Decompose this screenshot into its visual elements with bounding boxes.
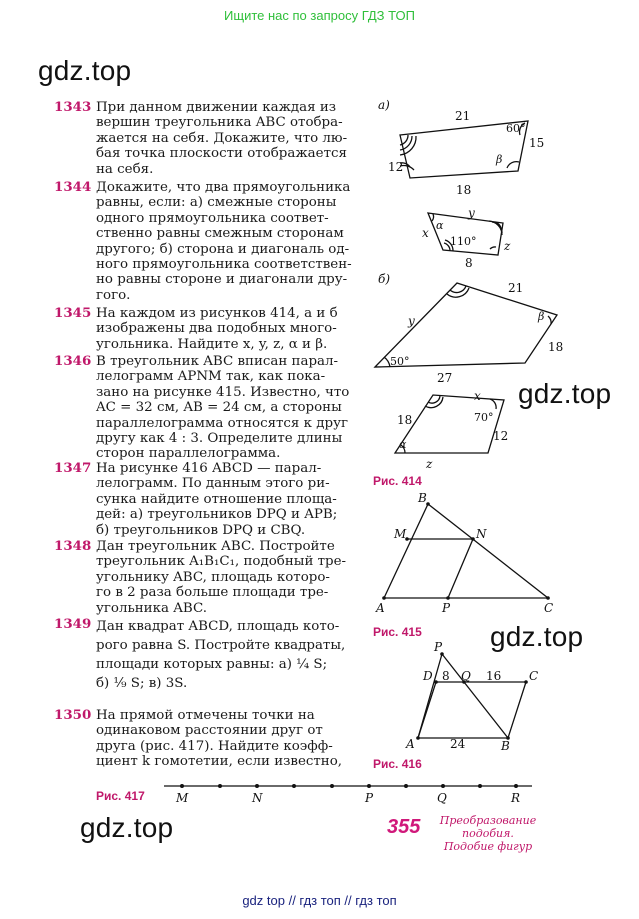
svg-text:D: D <box>423 669 433 683</box>
svg-text:27: 27 <box>437 371 453 385</box>
svg-text:B: B <box>418 491 427 505</box>
figure-414 <box>370 95 570 475</box>
figure-415 <box>370 490 560 615</box>
svg-text:50°: 50° <box>390 355 410 368</box>
svg-text:12: 12 <box>493 429 509 443</box>
watermark: gdz.top <box>80 812 174 843</box>
svg-text:C: C <box>544 601 554 615</box>
problem-number: 1345 <box>54 305 92 321</box>
section-title: Преобразование подобия. Подобие фигур <box>439 814 537 853</box>
svg-text:B: B <box>501 739 510 753</box>
svg-text:z: z <box>426 457 433 471</box>
svg-text:110°: 110° <box>450 235 477 248</box>
problem-number: 1348 <box>54 538 92 554</box>
svg-text:C: C <box>529 669 539 683</box>
svg-text:16: 16 <box>486 669 502 683</box>
svg-text:70°: 70° <box>474 411 494 424</box>
parallelogram-abcd <box>418 682 526 738</box>
svg-text:а): а) <box>378 98 390 112</box>
svg-text:P: P <box>365 791 374 805</box>
problem-text: На прямой отмечены точки на одинаковом расстоянии друг от друга (рис. 417). Найдите коэфф- циент k гомотетии, если известно, <box>96 708 343 770</box>
watermark: gdz.top <box>38 55 132 86</box>
svg-text:15: 15 <box>529 136 545 150</box>
figure-417 <box>160 778 535 808</box>
problem-text: Дан квадрат ABCD, площадь кото- рого равна S. Постройте квадраты, площади которых равны: а) ¼ S; б) ⅑ S; в) 3S. <box>96 619 346 691</box>
svg-text:60°: 60° <box>506 122 526 135</box>
svg-text:8: 8 <box>465 256 473 270</box>
problem-text: Докажите, что два прямоугольника равны, если: а) смежные стороны одного прямоугольника соответ- ственно равны смежным сторонам другого; б) сторона и диагональ од- ного прямоугольника соответствен- но равны стороне и диагонали дру- гого. <box>96 180 352 303</box>
svg-text:y: y <box>468 206 475 220</box>
svg-text:21: 21 <box>455 109 471 123</box>
svg-text:N: N <box>252 791 263 805</box>
svg-text:A: A <box>406 737 415 751</box>
top-banner: Ищите нас по запросу ГДЗ ТОП <box>224 8 415 23</box>
svg-text:x: x <box>474 389 481 403</box>
svg-text:18: 18 <box>548 340 564 354</box>
svg-text:y: y <box>408 314 415 328</box>
svg-text:β: β <box>496 153 503 166</box>
watermark: gdz.top <box>490 621 584 652</box>
svg-text:21: 21 <box>508 281 524 295</box>
problem-number: 1347 <box>54 460 92 476</box>
bottom-banner: gdz top // гдз топ // гдз топ <box>242 893 397 908</box>
problem-text: Дан треугольник ABC. Постройте треугольник A₁B₁C₁, подобный тре- угольнику ABC, площадь которо- го в 2 раза больше площади тре- угольника ABC. <box>96 539 347 616</box>
svg-text:α: α <box>399 438 407 451</box>
svg-text:12: 12 <box>388 160 404 174</box>
svg-text:18: 18 <box>397 413 413 427</box>
svg-text:R: R <box>511 791 521 805</box>
problem-text: При данном движении каждая из вершин треугольника ABC отобра- жается на себя. Докажите, что лю- бая точка плоскости отображается на себя. <box>96 100 348 177</box>
svg-text:Q: Q <box>437 791 447 805</box>
problem-number: 1346 <box>54 353 92 369</box>
figure-414-caption: Рис. 414 <box>373 474 422 488</box>
svg-text:18: 18 <box>456 183 472 197</box>
svg-text:Q: Q <box>461 669 471 683</box>
svg-text:α: α <box>436 219 444 232</box>
svg-text:A: A <box>376 601 385 615</box>
problem-number: 1350 <box>54 707 92 723</box>
problem-text: В треугольник ABC вписан парал- лелограмм APNM так, как пока- зано на рисунке 415. Известно, что AC = 32 см, AB = 24 см, а стороны параллелограмма относятся к друг другу как 4 : 3. Определите длины сторон параллелограмма. <box>96 354 350 462</box>
triangle-abc <box>384 504 548 598</box>
problem-number: 1349 <box>54 616 92 632</box>
figure-415-caption: Рис. 415 <box>373 625 422 639</box>
svg-text:N: N <box>476 527 487 541</box>
watermark: gdz.top <box>518 378 612 409</box>
svg-text:M: M <box>394 527 407 541</box>
page-number: 355 <box>387 816 421 838</box>
problem-text: На каждом из рисунков 414, а и б изображены два подобных много- угольника. Найдите x, y, z, α и β. <box>96 306 338 352</box>
svg-text:8: 8 <box>442 669 450 683</box>
figure-417-caption: Рис. 417 <box>96 789 145 803</box>
svg-text:P: P <box>442 601 451 615</box>
svg-text:P: P <box>434 640 443 654</box>
problem-text: На рисунке 416 ABCD — парал- лелограмм. По данным этого ри- сунка найдите отношение площа- дей: а) треугольников DPQ и APB; б) треугольников DPQ и CBQ. <box>96 461 338 538</box>
svg-text:M: M <box>176 791 189 805</box>
problem-number: 1343 <box>54 99 92 115</box>
figure-416 <box>398 640 548 755</box>
svg-text:x: x <box>422 226 429 240</box>
svg-text:β: β <box>538 310 545 323</box>
svg-text:24: 24 <box>450 737 466 751</box>
problem-number: 1344 <box>54 179 92 195</box>
svg-text:z: z <box>504 239 511 253</box>
figure-416-caption: Рис. 416 <box>373 757 422 771</box>
svg-text:б): б) <box>378 272 391 286</box>
